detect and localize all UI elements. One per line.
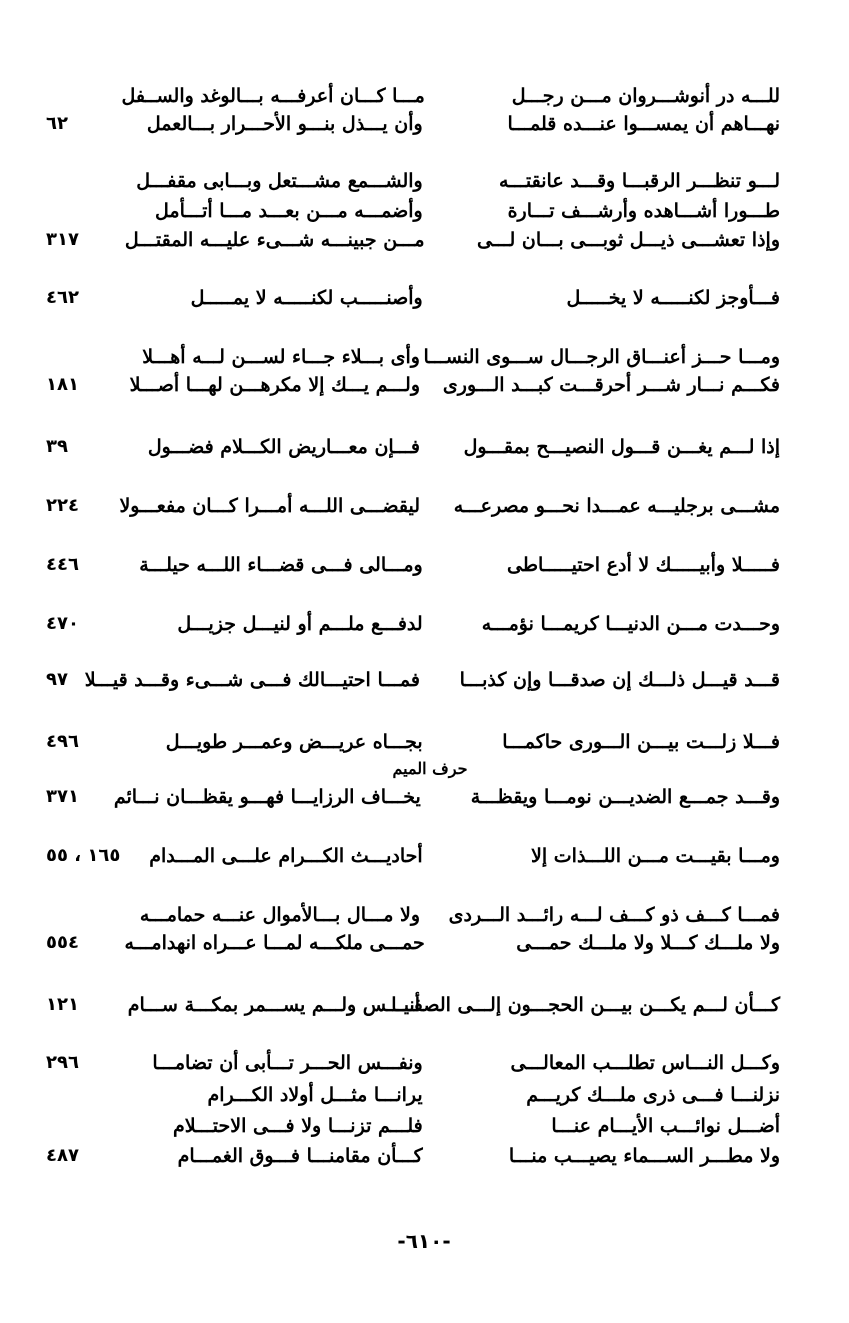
page-reference: ٢٩٦	[46, 1052, 79, 1073]
page-reference: ١٢١	[46, 994, 79, 1015]
page-reference: ٤٨٧	[46, 1145, 79, 1166]
first-hemistich: وإذا تعشـــى ذيـــل ثوبـــى بـــان لـــى	[476, 229, 780, 251]
second-hemistich: يرانـــا مثـــل أولاد الكـــرام	[207, 1084, 423, 1106]
first-hemistich: مشـــى برجليـــه عمـــدا نحـــو مصرعـــه	[453, 495, 780, 517]
verse-line	[40, 81, 780, 111]
second-hemistich: لدفـــع ملـــم أو لنيـــل جزيـــل	[177, 613, 423, 635]
second-hemistich: والشـــمع مشـــتعل وبـــابى مقفـــل	[136, 170, 423, 192]
first-hemistich: ولا ملـــك كـــلا ولا ملـــك حمـــى	[516, 932, 780, 954]
verse-line	[40, 196, 780, 226]
verse-line	[40, 342, 780, 372]
second-hemistich: وأى بـــلاء جـــاء لســـن لـــه أهـــلا	[142, 346, 420, 368]
first-hemistich: فكـــم نـــار شـــر أحرقـــت كبـــد الـــورى	[442, 374, 780, 396]
page-number: -٦١٠-	[397, 1229, 451, 1253]
verse-line	[40, 782, 780, 812]
second-hemistich: ولا مـــال بـــالأموال عنـــه حمامـــه	[139, 904, 420, 926]
second-hemistich: ومـــالى فـــى قضـــاء اللـــه حيلـــة	[139, 554, 423, 576]
second-hemistich: فـــإن معـــاريض الكـــلام فضـــول	[147, 436, 420, 458]
verse-line	[40, 665, 780, 695]
first-hemistich: أضـــل نوائـــب الأيـــام عنـــا	[551, 1115, 780, 1137]
section-heading: حرف الميم	[392, 759, 468, 778]
verse-line	[40, 491, 780, 521]
page-reference: ١٦٥ ، ٥٥	[46, 845, 121, 866]
first-hemistich: فمـــا كـــف ذو كـــف لـــه رائـــد الـــردى	[448, 904, 780, 926]
page-reference: ٣١٧	[46, 229, 79, 250]
first-hemistich: نزلنـــا فـــى ذرى ملـــك كريـــم	[526, 1084, 780, 1106]
verse-line	[40, 225, 780, 255]
second-hemistich: بجـــاه عريـــض وعمـــر طويـــل	[165, 731, 423, 753]
second-hemistich: مـــن جبينـــه شـــىء عليـــه المقتـــل	[124, 229, 425, 251]
second-hemistich: وأصنـــــب لكنـــــه لا يمـــــل	[190, 287, 423, 309]
first-hemistich: ومـــا بقيـــت مـــن اللـــذات إلا	[531, 845, 780, 867]
first-hemistich: ولا مطـــر الســـماء يصيـــب منـــا	[508, 1145, 780, 1167]
first-hemistich: فـــأوجز لكنـــــه لا يخـــــل	[566, 287, 780, 309]
first-hemistich: كـــأن لـــم يكـــن بيـــن الحجـــون إلـــى الصفـــا	[391, 994, 780, 1016]
page-reference: ١٨١	[46, 374, 79, 395]
second-hemistich: يخـــاف الرزايـــا فهـــو يقظـــان نـــائم	[113, 786, 421, 808]
page-reference: ٢٢٤	[46, 495, 79, 516]
first-hemistich: ومـــا حـــز أعنـــاق الرجـــال ســـوى النســـا	[423, 346, 780, 368]
first-hemistich: نهـــاهم أن يمســـوا عنـــده قلمـــا	[507, 113, 780, 135]
page-reference: ٤٤٦	[46, 554, 79, 575]
verse-line	[40, 166, 780, 196]
verse-line	[40, 1141, 780, 1171]
second-hemistich: أنيـــس ولـــم يســـمر بمكـــة ســـام	[127, 994, 420, 1016]
verse-line	[40, 1111, 780, 1141]
page-reference: ٥٥٤	[46, 932, 79, 953]
first-hemistich: فـــلا زلـــت بيـــن الـــورى حاكمـــا	[502, 731, 780, 753]
verse-line	[40, 1048, 780, 1078]
verse-line	[40, 928, 780, 958]
first-hemistich: للـــه در أنوشـــروان مـــن رجـــل	[511, 85, 780, 107]
first-hemistich: إذا لـــم يغـــن قـــول النصيـــح بمقـــول	[463, 436, 780, 458]
verse-line	[40, 283, 780, 313]
verse-line	[40, 550, 780, 580]
second-hemistich: مـــا كـــان أعرفـــه بـــالوغد والســفل	[121, 85, 425, 107]
page-reference: ٤٧٠	[46, 613, 79, 634]
page-reference: ٩٧	[46, 669, 68, 690]
second-hemistich: وأن يـــذل بنـــو الأحـــرار بـــالعمل	[146, 113, 423, 135]
first-hemistich: وحـــدت مـــن الدنيـــا كريمـــا نؤمـــه	[481, 613, 780, 635]
first-hemistich: طـــورا أشـــاهده وأرشـــف تـــارة	[507, 200, 780, 222]
page-reference: ٤٩٦	[46, 731, 79, 752]
verse-line	[40, 900, 780, 930]
second-hemistich: كـــأن مقامنـــا فـــوق الغمـــام	[177, 1145, 423, 1167]
second-hemistich: فلـــم تزنـــا ولا فـــى الاحتـــلام	[172, 1115, 423, 1137]
first-hemistich: وكـــل النـــاس تطلـــب المعالـــى	[510, 1052, 780, 1074]
first-hemistich: فـــــلا وأبيـــــك لا أدع احتيـــــاطى	[506, 554, 780, 576]
verse-line	[40, 1080, 780, 1110]
second-hemistich: فمـــا احتيـــالك فـــى شـــىء وقـــد قيـــلا	[84, 669, 420, 691]
page-reference: ٤٦٢	[46, 287, 79, 308]
verse-line	[40, 841, 780, 871]
page-reference: ٣٧١	[46, 786, 79, 807]
second-hemistich: أحاديـــث الكـــرام علـــى المـــدام	[149, 845, 423, 867]
verse-line	[40, 727, 780, 757]
verse-line	[40, 109, 780, 139]
verse-line	[40, 990, 780, 1020]
first-hemistich: قـــد قيـــل ذلـــك إن صدقـــا وإن كذبـــا	[459, 669, 780, 691]
verse-line	[40, 432, 780, 462]
second-hemistich: ولـــم يـــك إلا مكرهـــن لهـــا أصـــلا	[129, 374, 420, 396]
first-hemistich: وقـــد جمـــع الضديـــن نومـــا ويقظـــة	[470, 786, 780, 808]
second-hemistich: ليقضـــى اللـــه أمـــرا كـــان مفعـــولا	[119, 495, 420, 517]
verse-line	[40, 609, 780, 639]
page-reference: ٣٩	[46, 436, 68, 457]
second-hemistich: حمـــى ملكـــه لمـــا عـــراه انهدامـــه	[124, 932, 425, 954]
page-reference: ٦٢	[46, 113, 68, 134]
second-hemistich: وأضمـــه مـــن بعـــد مـــا أتـــأمل	[155, 200, 423, 222]
second-hemistich: ونفـــس الحـــر تـــأبى أن تضامـــا	[152, 1052, 423, 1074]
verse-line	[40, 370, 780, 400]
first-hemistich: لـــو تنظـــر الرقبـــا وقـــد عانقتـــه	[499, 170, 780, 192]
